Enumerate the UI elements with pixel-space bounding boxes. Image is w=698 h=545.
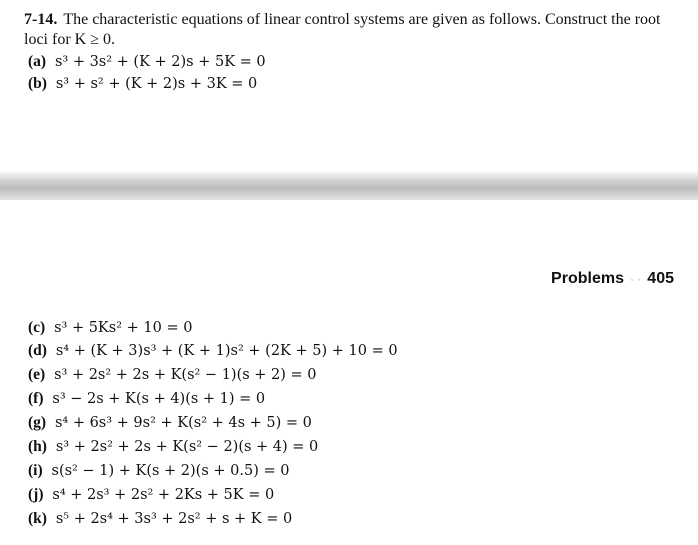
problem-statement	[24, 10, 684, 50]
equation-text: s³ − 2s + K(s + 4)(s + 1) = 0	[52, 391, 266, 407]
equation-label: (b)	[28, 75, 47, 92]
equation-k	[28, 510, 292, 528]
equation-text: s⁴ + 6s³ + 9s² + K(s² + 4s + 5) = 0	[54, 415, 312, 431]
equation-c	[28, 319, 192, 337]
equation-text: s³ + 2s² + 2s + K(s² − 2)(s + 4) = 0	[55, 439, 319, 455]
equation-label: (h)	[28, 438, 47, 455]
equation-label: (i)	[28, 462, 43, 479]
equation-text: s⁴ + 2s³ + 2s² + 2Ks + 5K = 0	[52, 487, 275, 503]
equation-g	[28, 414, 312, 432]
equation-a	[28, 53, 266, 71]
equation-label: (j)	[28, 486, 44, 503]
equation-i	[28, 462, 289, 480]
equation-text: s³ + 2s² + 2s + K(s² − 1)(s + 2) = 0	[54, 367, 317, 383]
equation-b	[28, 75, 257, 93]
equation-label: (f)	[28, 390, 44, 407]
equation-e	[28, 366, 317, 384]
equation-j	[28, 486, 274, 504]
running-head-title: Problems	[551, 270, 624, 287]
page-bottom-section	[0, 200, 698, 545]
page-separator	[0, 170, 698, 200]
equation-h	[28, 438, 318, 456]
problem-intro-line1: The characteristic equations of linear control systems are given as follows. Construct the root	[63, 11, 661, 28]
equation-label: (a)	[28, 53, 47, 70]
page-top-section	[0, 0, 698, 170]
equation-label: (c)	[28, 319, 46, 336]
problem-intro-line2: loci for K ≥ 0.	[24, 31, 115, 48]
equation-text: s³ + 5Ks² + 10 = 0	[54, 320, 193, 336]
equation-label: (d)	[28, 342, 47, 359]
running-head	[551, 270, 674, 288]
equation-label: (e)	[28, 366, 46, 383]
equation-f	[28, 390, 265, 408]
equation-text: s⁵ + 2s⁴ + 3s³ + 2s² + s + K = 0	[55, 511, 293, 527]
problem-number: 7-14.	[24, 11, 58, 28]
running-head-dots: · ·	[629, 272, 642, 286]
equation-label: (k)	[28, 510, 47, 527]
equation-d	[28, 342, 398, 360]
equation-text: s³ + s² + (K + 2)s + 3K = 0	[55, 76, 258, 92]
page-number: 405	[647, 270, 674, 287]
equation-text: s³ + 3s² + (K + 2)s + 5K = 0	[54, 54, 266, 70]
equation-text: s(s² − 1) + K(s + 2)(s + 0.5) = 0	[51, 463, 290, 479]
equation-text: s⁴ + (K + 3)s³ + (K + 1)s² + (2K + 5) + 10 = 0	[55, 343, 398, 359]
equation-label: (g)	[28, 414, 47, 431]
